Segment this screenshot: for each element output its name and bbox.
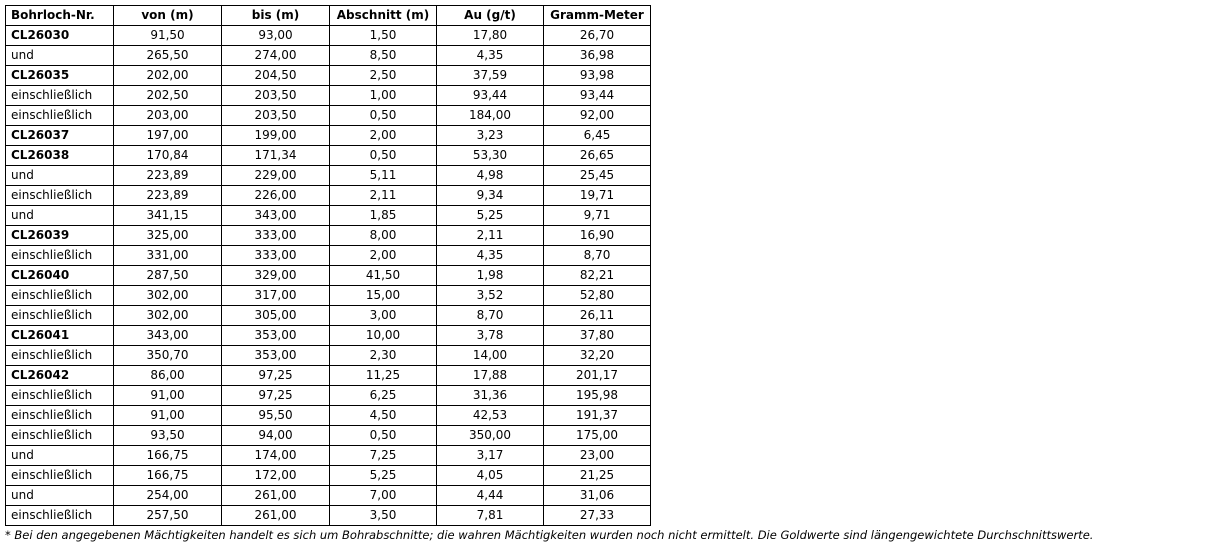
table-row	[6, 286, 651, 306]
cell-gold-grade: 4,98	[437, 166, 544, 186]
cell-hole-id: CL26041	[6, 326, 114, 346]
cell-from: 166,75	[114, 446, 222, 466]
cell-gram-meters: 23,00	[544, 446, 651, 466]
cell-interval: 2,00	[330, 126, 437, 146]
cell-gold-grade: 14,00	[437, 346, 544, 366]
cell-gram-meters: 37,80	[544, 326, 651, 346]
cell-from: 223,89	[114, 186, 222, 206]
cell-from: 203,00	[114, 106, 222, 126]
cell-gold-grade: 2,11	[437, 226, 544, 246]
cell-from: 202,00	[114, 66, 222, 86]
cell-to: 333,00	[222, 246, 330, 266]
cell-hole-id: einschließlich	[6, 346, 114, 366]
cell-from: 223,89	[114, 166, 222, 186]
cell-gram-meters: 26,65	[544, 146, 651, 166]
cell-gold-grade: 4,35	[437, 246, 544, 266]
cell-from: 287,50	[114, 266, 222, 286]
cell-from: 197,00	[114, 126, 222, 146]
header-interval: Abschnitt (m)	[330, 6, 437, 26]
cell-from: 343,00	[114, 326, 222, 346]
cell-gold-grade: 3,78	[437, 326, 544, 346]
cell-hole-id: einschließlich	[6, 86, 114, 106]
cell-hole-id: CL26038	[6, 146, 114, 166]
table-row	[6, 326, 651, 346]
table-row	[6, 266, 651, 286]
cell-gram-meters: 21,25	[544, 466, 651, 486]
cell-to: 199,00	[222, 126, 330, 146]
cell-interval: 5,25	[330, 466, 437, 486]
cell-from: 265,50	[114, 46, 222, 66]
cell-from: 331,00	[114, 246, 222, 266]
cell-interval: 1,50	[330, 26, 437, 46]
cell-gram-meters: 36,98	[544, 46, 651, 66]
cell-gold-grade: 8,70	[437, 306, 544, 326]
cell-hole-id: einschließlich	[6, 286, 114, 306]
drill-results-table	[5, 5, 651, 526]
cell-gold-grade: 350,00	[437, 426, 544, 446]
cell-from: 93,50	[114, 426, 222, 446]
header-from: von (m)	[114, 6, 222, 26]
table-row	[6, 426, 651, 446]
cell-interval: 2,11	[330, 186, 437, 206]
table-row	[6, 106, 651, 126]
cell-from: 91,00	[114, 386, 222, 406]
table-header-row	[6, 6, 651, 26]
cell-hole-id: einschließlich	[6, 426, 114, 446]
cell-to: 171,34	[222, 146, 330, 166]
cell-from: 341,15	[114, 206, 222, 226]
cell-to: 305,00	[222, 306, 330, 326]
header-gram-meters: Gramm-Meter	[544, 6, 651, 26]
table-row	[6, 246, 651, 266]
header-gold-grade: Au (g/t)	[437, 6, 544, 26]
cell-gram-meters: 27,33	[544, 506, 651, 526]
table-body	[6, 26, 651, 526]
cell-interval: 8,00	[330, 226, 437, 246]
cell-gold-grade: 3,17	[437, 446, 544, 466]
cell-hole-id: CL26030	[6, 26, 114, 46]
cell-hole-id: einschließlich	[6, 386, 114, 406]
cell-gram-meters: 19,71	[544, 186, 651, 206]
cell-gram-meters: 201,17	[544, 366, 651, 386]
cell-gram-meters: 82,21	[544, 266, 651, 286]
cell-interval: 2,30	[330, 346, 437, 366]
cell-to: 317,00	[222, 286, 330, 306]
cell-gold-grade: 42,53	[437, 406, 544, 426]
cell-interval: 0,50	[330, 106, 437, 126]
cell-from: 170,84	[114, 146, 222, 166]
cell-to: 93,00	[222, 26, 330, 46]
cell-hole-id: CL26040	[6, 266, 114, 286]
cell-interval: 8,50	[330, 46, 437, 66]
table-row	[6, 466, 651, 486]
cell-hole-id: CL26037	[6, 126, 114, 146]
cell-gold-grade: 7,81	[437, 506, 544, 526]
cell-to: 203,50	[222, 86, 330, 106]
cell-interval: 1,00	[330, 86, 437, 106]
cell-to: 229,00	[222, 166, 330, 186]
cell-gold-grade: 3,23	[437, 126, 544, 146]
cell-from: 254,00	[114, 486, 222, 506]
cell-to: 353,00	[222, 346, 330, 366]
cell-interval: 2,50	[330, 66, 437, 86]
cell-gram-meters: 32,20	[544, 346, 651, 366]
cell-gram-meters: 93,44	[544, 86, 651, 106]
cell-interval: 11,25	[330, 366, 437, 386]
footnote: * Bei den angegebenen Mächtigkeiten handelt es sich um Bohrabschnitte; die wahren Mächtigkeiten wurden noch nicht ermittelt. Die Goldwerte sind längengewichtete Durchschnittswerte.	[5, 528, 1094, 542]
cell-to: 343,00	[222, 206, 330, 226]
cell-hole-id: CL26042	[6, 366, 114, 386]
cell-gram-meters: 191,37	[544, 406, 651, 426]
cell-gold-grade: 93,44	[437, 86, 544, 106]
cell-gold-grade: 37,59	[437, 66, 544, 86]
cell-to: 353,00	[222, 326, 330, 346]
cell-from: 350,70	[114, 346, 222, 366]
table-row	[6, 226, 651, 246]
cell-to: 94,00	[222, 426, 330, 446]
cell-interval: 41,50	[330, 266, 437, 286]
table-row	[6, 166, 651, 186]
cell-to: 329,00	[222, 266, 330, 286]
header-to: bis (m)	[222, 6, 330, 26]
cell-hole-id: einschließlich	[6, 106, 114, 126]
cell-hole-id: und	[6, 486, 114, 506]
table-row	[6, 206, 651, 226]
cell-from: 91,50	[114, 26, 222, 46]
cell-gold-grade: 9,34	[437, 186, 544, 206]
cell-interval: 0,50	[330, 146, 437, 166]
cell-interval: 2,00	[330, 246, 437, 266]
table-row	[6, 66, 651, 86]
cell-to: 95,50	[222, 406, 330, 426]
cell-hole-id: und	[6, 446, 114, 466]
header-hole-id: Bohrloch-Nr.	[6, 6, 114, 26]
table-row	[6, 406, 651, 426]
cell-gram-meters: 8,70	[544, 246, 651, 266]
cell-to: 261,00	[222, 486, 330, 506]
cell-interval: 6,25	[330, 386, 437, 406]
cell-gold-grade: 17,88	[437, 366, 544, 386]
table-row	[6, 186, 651, 206]
cell-interval: 5,11	[330, 166, 437, 186]
cell-gram-meters: 31,06	[544, 486, 651, 506]
cell-gram-meters: 92,00	[544, 106, 651, 126]
cell-from: 302,00	[114, 306, 222, 326]
cell-gram-meters: 26,11	[544, 306, 651, 326]
cell-gold-grade: 31,36	[437, 386, 544, 406]
cell-gram-meters: 195,98	[544, 386, 651, 406]
cell-from: 257,50	[114, 506, 222, 526]
table-row	[6, 46, 651, 66]
cell-gold-grade: 4,35	[437, 46, 544, 66]
table-row	[6, 486, 651, 506]
cell-to: 333,00	[222, 226, 330, 246]
cell-interval: 7,00	[330, 486, 437, 506]
cell-gram-meters: 52,80	[544, 286, 651, 306]
cell-interval: 3,50	[330, 506, 437, 526]
cell-hole-id: CL26035	[6, 66, 114, 86]
table-row	[6, 146, 651, 166]
cell-gold-grade: 17,80	[437, 26, 544, 46]
cell-to: 204,50	[222, 66, 330, 86]
cell-from: 166,75	[114, 466, 222, 486]
cell-from: 302,00	[114, 286, 222, 306]
cell-to: 172,00	[222, 466, 330, 486]
cell-hole-id: einschließlich	[6, 466, 114, 486]
cell-gold-grade: 5,25	[437, 206, 544, 226]
table-row	[6, 446, 651, 466]
cell-to: 97,25	[222, 386, 330, 406]
cell-gold-grade: 4,05	[437, 466, 544, 486]
cell-gold-grade: 184,00	[437, 106, 544, 126]
table-row	[6, 386, 651, 406]
cell-gram-meters: 93,98	[544, 66, 651, 86]
cell-interval: 4,50	[330, 406, 437, 426]
cell-from: 91,00	[114, 406, 222, 426]
cell-to: 274,00	[222, 46, 330, 66]
cell-hole-id: CL26039	[6, 226, 114, 246]
cell-gold-grade: 4,44	[437, 486, 544, 506]
table-row	[6, 26, 651, 46]
cell-to: 226,00	[222, 186, 330, 206]
table-row	[6, 366, 651, 386]
cell-gram-meters: 175,00	[544, 426, 651, 446]
table-row	[6, 126, 651, 146]
cell-gold-grade: 53,30	[437, 146, 544, 166]
cell-interval: 3,00	[330, 306, 437, 326]
cell-to: 261,00	[222, 506, 330, 526]
cell-gold-grade: 3,52	[437, 286, 544, 306]
cell-to: 203,50	[222, 106, 330, 126]
cell-interval: 0,50	[330, 426, 437, 446]
cell-interval: 10,00	[330, 326, 437, 346]
table-row	[6, 306, 651, 326]
cell-from: 202,50	[114, 86, 222, 106]
cell-hole-id: einschließlich	[6, 186, 114, 206]
cell-hole-id: einschließlich	[6, 246, 114, 266]
cell-gram-meters: 16,90	[544, 226, 651, 246]
cell-gram-meters: 25,45	[544, 166, 651, 186]
cell-gold-grade: 1,98	[437, 266, 544, 286]
cell-to: 174,00	[222, 446, 330, 466]
table-row	[6, 86, 651, 106]
cell-gram-meters: 26,70	[544, 26, 651, 46]
cell-interval: 15,00	[330, 286, 437, 306]
cell-gram-meters: 9,71	[544, 206, 651, 226]
cell-gram-meters: 6,45	[544, 126, 651, 146]
cell-interval: 7,25	[330, 446, 437, 466]
cell-hole-id: und	[6, 166, 114, 186]
cell-from: 86,00	[114, 366, 222, 386]
cell-hole-id: einschließlich	[6, 406, 114, 426]
table-row	[6, 506, 651, 526]
cell-hole-id: einschließlich	[6, 506, 114, 526]
cell-hole-id: einschließlich	[6, 306, 114, 326]
cell-hole-id: und	[6, 46, 114, 66]
table-row	[6, 346, 651, 366]
cell-from: 325,00	[114, 226, 222, 246]
cell-interval: 1,85	[330, 206, 437, 226]
cell-hole-id: und	[6, 206, 114, 226]
cell-to: 97,25	[222, 366, 330, 386]
